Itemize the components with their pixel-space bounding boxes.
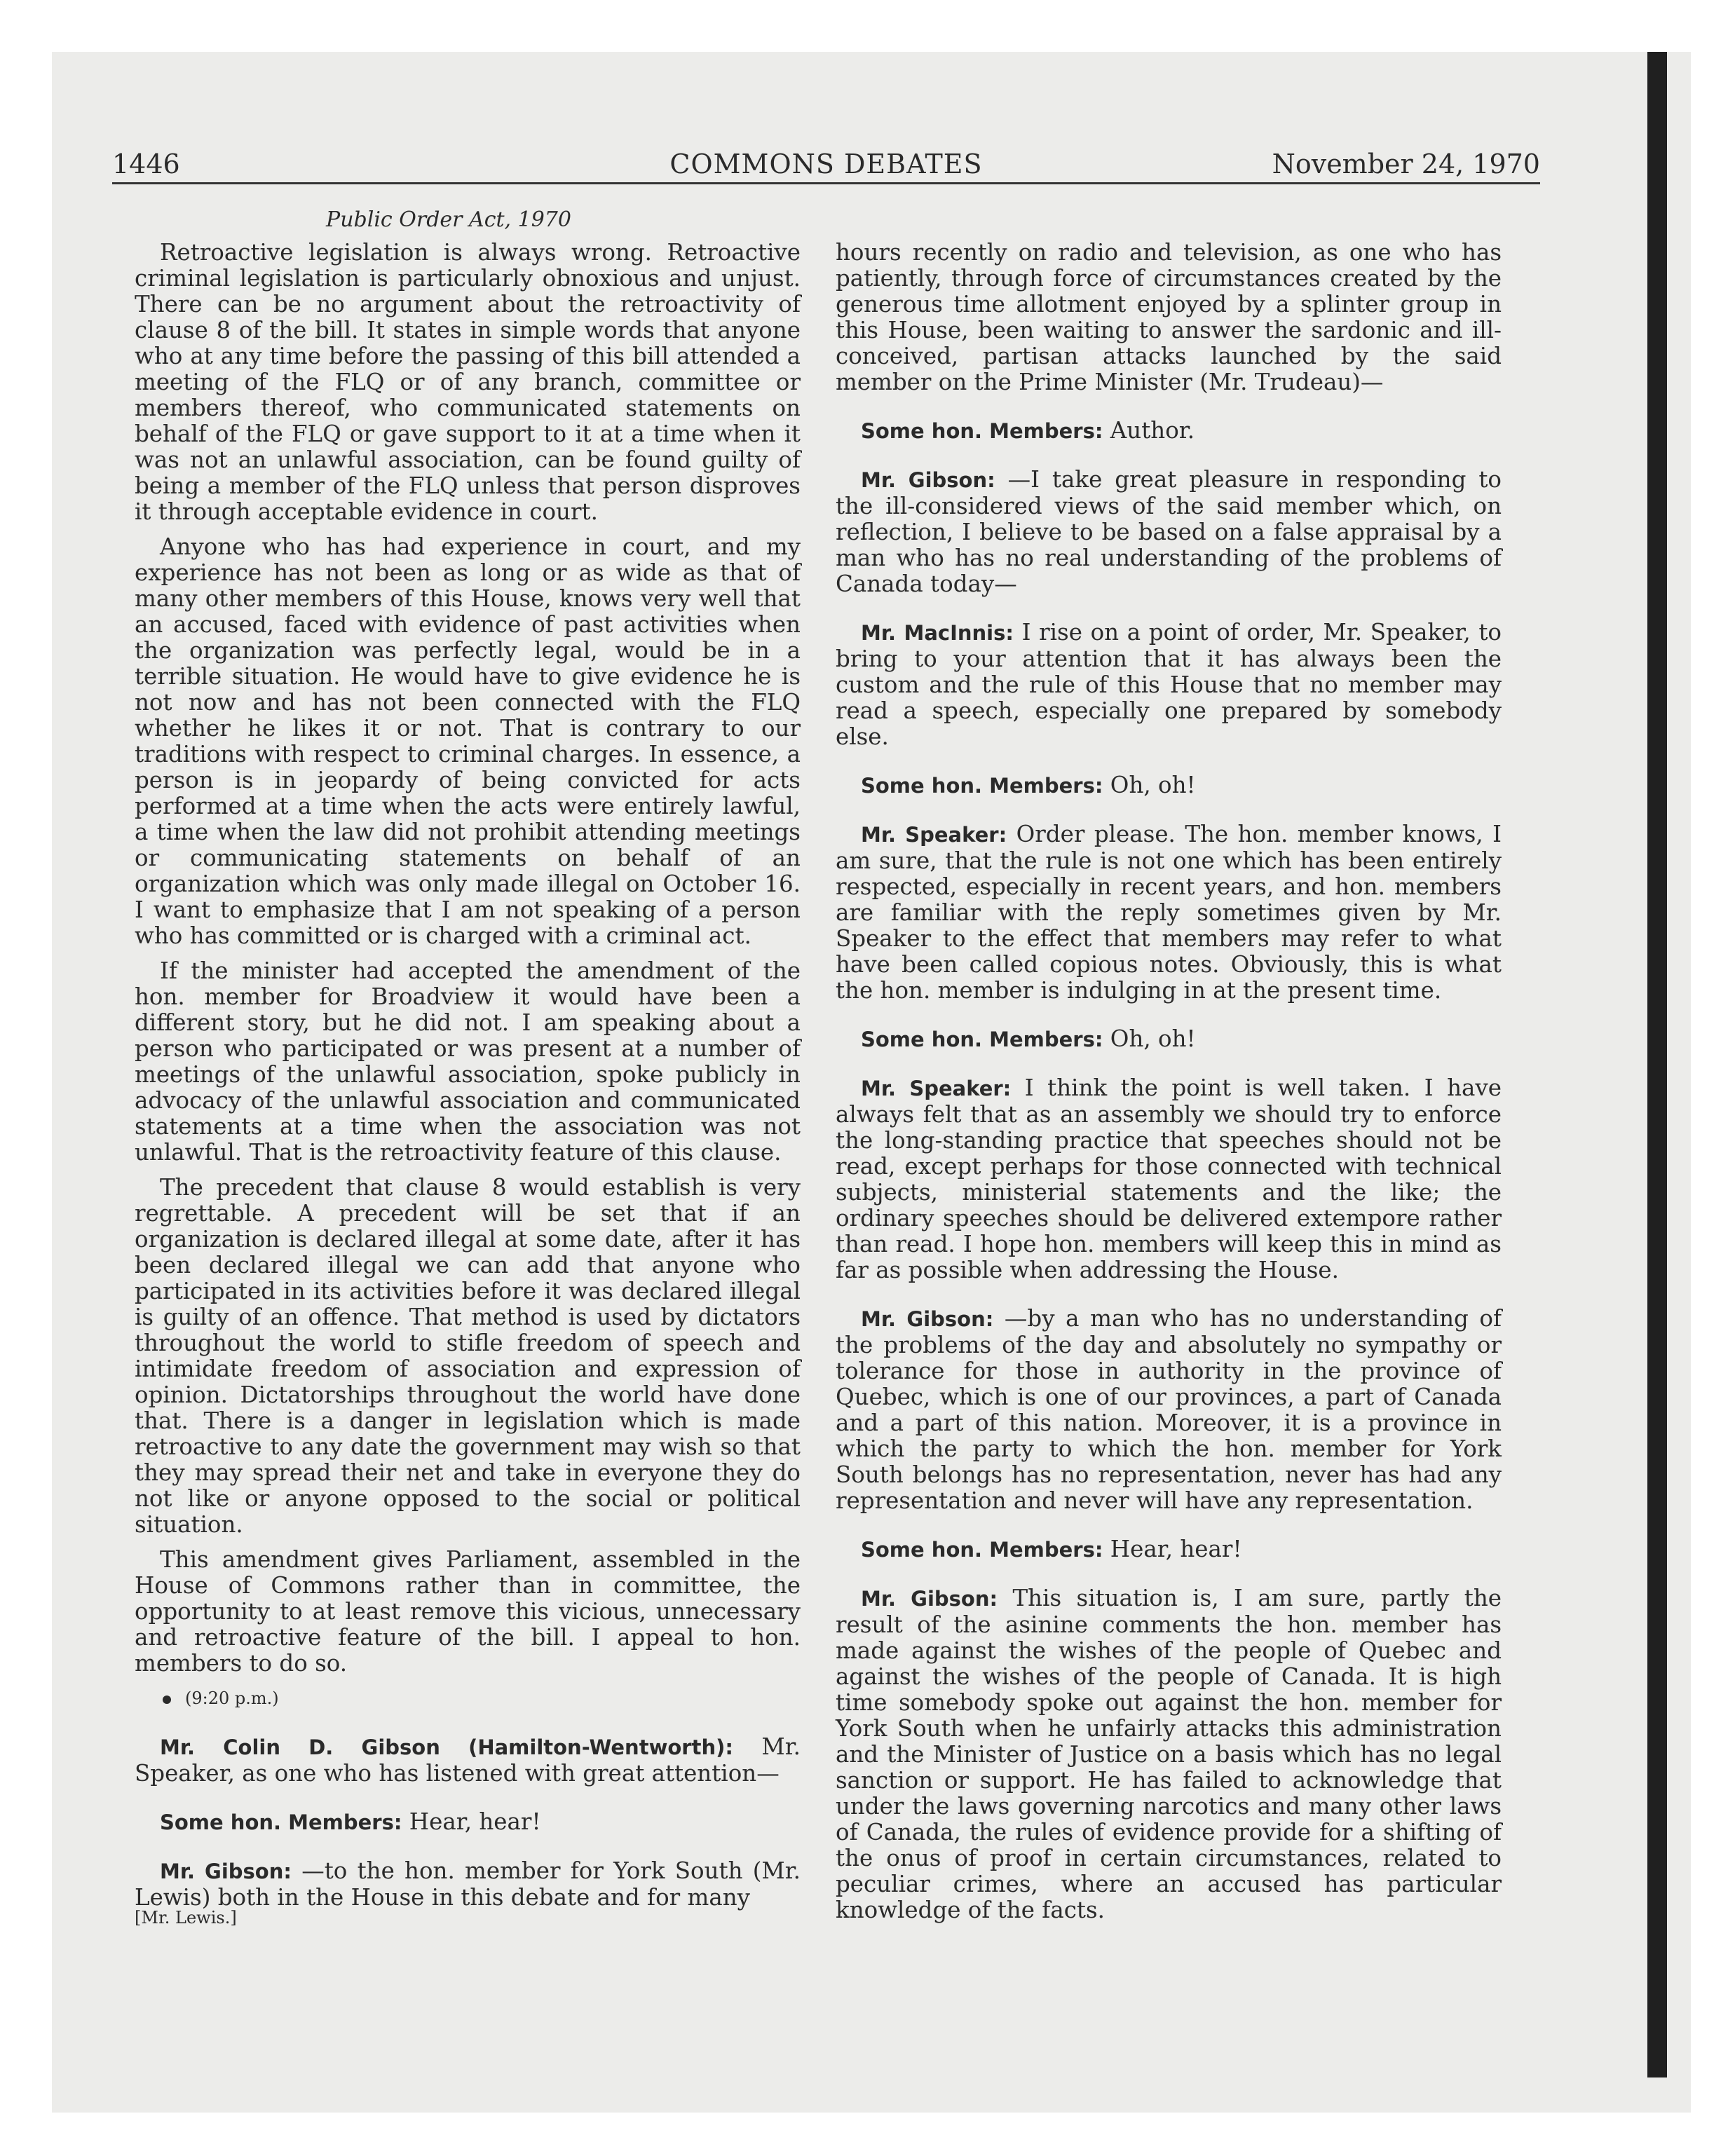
speech-text: Hear, hear! (409, 1808, 541, 1835)
paragraph: hours recently on radio and television, as one who has patiently, through force of circumstances created by the generous time allotment enjoyed by a splinter group in this House, been waiting to answer the sardonic and ill-conceived, partisan attacks launched by the said member on the Prime Minister (Mr. Trudeau)— (836, 239, 1502, 395)
left-column (135, 240, 801, 1920)
speech-text: —to the hon. member for York South (Mr. Lewis) both in the House in this debate and for many (135, 1857, 801, 1911)
speech-text: I think the point is well taken. I have always felt that as an assembly we should try to enforce the long-standing practice that speeches should not be read, except perhaps for those connected with technical subjects, ministerial statements and the like; the ordinary speeches should be delivered extempore rather than read. I hope hon. members will keep this in mind as far as possible when addressing the House. (836, 1074, 1502, 1283)
scan-edge-shadow (1647, 52, 1667, 2077)
speaker-name: Mr. Gibson: (861, 1307, 994, 1331)
time-marker-text: (9:20 p.m.) (185, 1688, 279, 1708)
page-footer: [Mr. Lewis.] (135, 1908, 237, 1928)
speaker-name: Mr. Speaker: (861, 1077, 1012, 1100)
speech-text: —by a man who has no understanding of the problems of the day and absolutely no sympathy or tolerance for those in authority in the province of Quebec, which is one of our provinces, a part of Canada and a part of this nation. Moreover, it is a province in which the party to which the hon. member for York South belongs has no representation, never has had any representation and never will have any representation. (836, 1305, 1502, 1514)
speaker-name: Mr. Gibson: (861, 468, 995, 492)
speech-text: —I take great pleasure in responding to the ill-considered views of the said member which, on reflection, I believe to be based on a false appraisal by a man who has no real understanding of the problems of Canada today— (836, 466, 1502, 597)
publication-date: November 24, 1970 (1272, 149, 1540, 179)
right-column (836, 240, 1502, 1932)
speaker-name: Mr. Gibson: (861, 1587, 998, 1611)
bullet-icon (163, 1696, 171, 1704)
speaker-name: Mr. Colin D. Gibson (Hamilton-Wentworth): (160, 1735, 733, 1759)
speech-text: Hear, hear! (1110, 1536, 1242, 1562)
paragraph: If the minister had accepted the amendment of the hon. member for Broadview it would have been a different story, but he did not. I am speaking about a person who participated or was present at a number of meetings of the unlawful association, spoke publicly in advocacy of the unlawful association and communicated statements at a time when the association was not unlawful. That is the retroactivity feature of this clause. (135, 957, 801, 1166)
speech-text: Order please. The hon. member knows, I am sure, that the rule is not one which has been entirely respected, especially in recent years, and hon. members are familiar with the reply sometimes given by Mr. Speaker to the effect that members may refer to what have been called copious notes. Obviously, this is what the hon. member is indulging in at the present time. (836, 821, 1502, 1004)
speech (836, 1585, 1502, 1923)
speech (836, 1306, 1502, 1514)
speaker-name: Some hon. Members: (861, 1538, 1103, 1562)
speech (836, 1536, 1502, 1563)
speech-text: I rise on a point of order, Mr. Speaker, to bring to your attention that it has always been the custom and the rule of this House that no member may read a speech, especially one prepared by somebody else. (836, 619, 1502, 750)
speaker-name: Mr. Speaker: (861, 823, 1007, 847)
paragraph: Retroactive legislation is always wrong. Retroactive criminal legislation is particularly obnoxious and unjust. There can be no argument about the retroactivity of clause 8 of the bill. It states in simple words that anyone who at any time before the passing of this bill attended a meeting of the FLQ or of any branch, committee or members thereof, who communicated statements on behalf of the FLQ or gave support to it at a time when it was not an unlawful association, can be found guilty of being a member of the FLQ unless that person disproves it through acceptable evidence in court. (135, 239, 801, 525)
speech (836, 467, 1502, 597)
speech-text: This situation is, I am sure, partly the result of the asinine comments the hon. member has made against the wishes of the people of Quebec and against the wishes of the people of Canada. It is high time somebody spoke out against the hon. member for York South when he unfairly attacks this administration and the Minister of Justice on a basis which has no legal sanction or support. He has failed to acknowledge that under the laws governing narcotics and many other laws of Canada, the rules of evidence provide for a shifting of the onus of proof in certain circumstances, related to peculiar crimes, where an accused has particular knowledge of the facts. (836, 1585, 1502, 1923)
section-subheading: Public Order Act, 1970 (326, 207, 571, 232)
speech (836, 1075, 1502, 1283)
speech (836, 772, 1502, 799)
paragraph: Anyone who has had experience in court, and my experience has not been as long or as wide as that of many other members of this House, knows very well that an accused, faced with evidence of past activities when the organization was perfectly legal, would be in a terrible situation. He would have to give evidence he is not now and has not been connected with the FLQ whether he likes it or not. That is contrary to our traditions with respect to criminal charges. In essence, a person is in jeopardy of being convicted for acts performed at a time when the acts were entirely lawful, a time when the law did not prohibit attending meetings or communicating statements on behalf of an organization which was only made illegal on October 16. I want to emphasize that I am not speaking of a person who has committed or is charged with a criminal act. (135, 533, 801, 949)
speaker-name: Mr. MacInnis: (861, 621, 1014, 645)
speech (135, 1858, 801, 1911)
speech (836, 418, 1502, 444)
paragraph: This amendment gives Parliament, assembled in the House of Commons rather than in committee, the opportunity to at least remove this vicious, unnecessary and retroactive feature of the bill. I appeal to hon. members to do so. (135, 1546, 801, 1677)
page-number: 1446 (112, 149, 180, 179)
speaker-name: Some hon. Members: (861, 774, 1103, 798)
speech-text: Oh, oh! (1110, 1025, 1196, 1052)
speech (836, 620, 1502, 750)
speech (135, 1809, 801, 1836)
speaker-name: Some hon. Members: (861, 1028, 1103, 1051)
speech-text: Mr. Speaker, as one who has listened with great attention— (135, 1733, 801, 1787)
speaker-name: Some hon. Members: (160, 1810, 402, 1834)
speaker-name: Mr. Gibson: (160, 1860, 292, 1883)
speech-text: Oh, oh! (1110, 772, 1196, 798)
time-marker (135, 1686, 801, 1712)
page-header (112, 146, 1540, 184)
paragraph: The precedent that clause 8 would establish is very regrettable. A precedent will be set that if an organization is declared illegal at some date, after it has been declared illegal we can add that anyone who participated in its activities before it was declared illegal is guilty of an offence. That method is used by dictators throughout the world to stifle freedom of speech and intimidate freedom of association and expression of opinion. Dictatorships throughout the world have done that. There is a danger in legislation which is made retroactive to any date the government may wish so that they may spread their net and take in everyone they do not like or anyone opposed to the social or political situation. (135, 1174, 801, 1538)
publication-title: COMMONS DEBATES (669, 149, 983, 179)
speech (836, 1026, 1502, 1053)
speech (135, 1734, 801, 1787)
speech-text: Author. (1110, 417, 1195, 444)
speech (836, 821, 1502, 1004)
speaker-name: Some hon. Members: (861, 419, 1103, 443)
